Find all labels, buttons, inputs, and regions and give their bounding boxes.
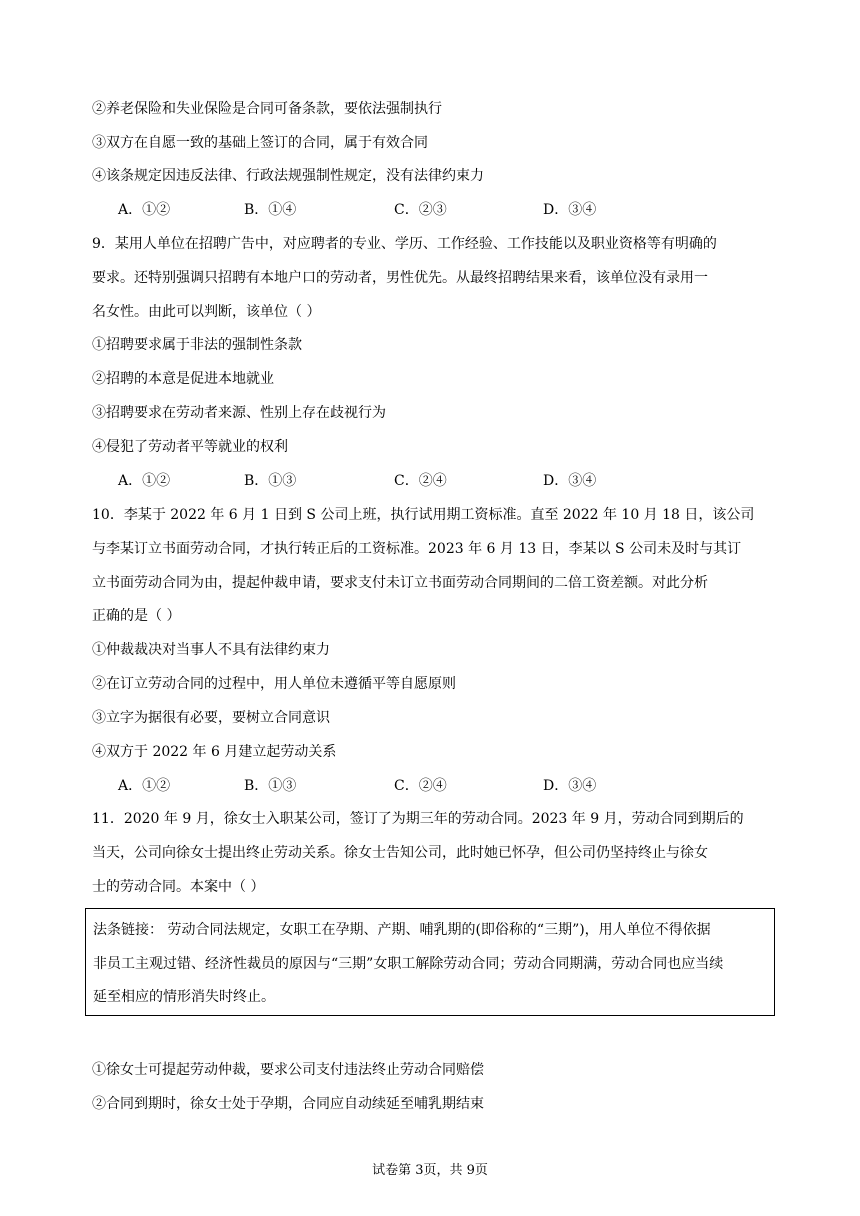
q9-statement-1: ①招聘要求属于非法的强制性条款	[92, 337, 302, 353]
law-excerpt-line-3: 延至相应的情形消失时终止。	[93, 989, 275, 1005]
q10-stem-line-1: 10．李某于 2022 年 6 月 1 日到 S 公司上班，执行试用期工资标准。直至 2022 年 10 月 18 日，该公司	[92, 507, 755, 523]
q10-stem-line-4: 正确的是（ ）	[92, 608, 181, 624]
q10-option-c[interactable]: C．②④	[394, 778, 447, 794]
q10-option-a[interactable]: A．①②	[118, 778, 171, 794]
q11-stem-line-3: 士的劳动合同。本案中（ ）	[92, 879, 265, 895]
q8-option-d[interactable]: D．③④	[543, 202, 597, 218]
q9-statement-3: ③招聘要求在劳动者来源、性别上存在歧视行为	[92, 405, 386, 421]
law-excerpt-box	[85, 908, 775, 1016]
q8-statement-2: ②养老保险和失业保险是合同可备条款，要依法强制执行	[92, 101, 442, 117]
q8-option-a[interactable]: A．①②	[118, 202, 171, 218]
q9-option-a[interactable]: A．①②	[118, 473, 171, 489]
q10-option-d[interactable]: D．③④	[543, 778, 597, 794]
q10-stem-line-3: 立书面劳动合同为由，提起仲裁申请，要求支付未订立书面劳动合同期间的二倍工资差额。对此分析	[92, 575, 708, 591]
law-excerpt-line-1: 法条链接： 劳动合同法规定，女职工在孕期、产期、哺乳期的(即俗称的“三期”)，用人单位不得依据	[93, 922, 711, 938]
q10-options	[0, 776, 860, 796]
q10-statement-1: ①仲裁裁决对当事人不具有法律约束力	[92, 642, 330, 658]
q9-stem-line-2: 要求。还特别强调只招聘有本地户口的劳动者，男性优先。从最终招聘结果来看，该单位没有录用一	[92, 270, 708, 286]
law-excerpt-line-2: 非员工主观过错、经济性裁员的原因与“三期”女职工解除劳动合同；劳动合同期满，劳动合同也应当续	[93, 956, 724, 972]
q8-statement-3: ③双方在自愿一致的基础上签订的合同，属于有效合同	[92, 135, 428, 151]
q9-statement-2: ②招聘的本意是促进本地就业	[92, 371, 274, 387]
q10-statement-4: ④双方于 2022 年 6 月建立起劳动关系	[92, 744, 337, 760]
q8-option-c[interactable]: C．②③	[394, 202, 447, 218]
q10-statement-2: ②在订立劳动合同的过程中，用人单位未遵循平等自愿原则	[92, 676, 456, 692]
q9-options	[0, 471, 860, 491]
page-footer: 试卷第 3页，共 9页	[372, 1163, 488, 1178]
q11-stem-line-2: 当天，公司向徐女士提出终止劳动关系。徐女士告知公司，此时她已怀孕，但公司仍坚持终止与徐女	[92, 845, 708, 861]
q11-statement-2: ②合同到期时，徐女士处于孕期，合同应自动续延至哺乳期结束	[92, 1096, 484, 1112]
q9-statement-4: ④侵犯了劳动者平等就业的权利	[92, 439, 288, 455]
q8-statement-4: ④该条规定因违反法律、行政法规强制性规定，没有法律约束力	[92, 168, 484, 184]
q9-option-b[interactable]: B．①③	[244, 473, 297, 489]
q10-stem-line-2: 与李某订立书面劳动合同，才执行转正后的工资标准。2023 年 6 月 13 日，李某以 S 公司未及时与其订	[92, 541, 742, 557]
q11-stem-line-1: 11．2020 年 9 月，徐女士入职某公司，签订了为期三年的劳动合同。2023 年 9 月，劳动合同到期后的	[92, 811, 744, 827]
q9-option-d[interactable]: D．③④	[543, 473, 597, 489]
q8-options	[0, 200, 860, 220]
q9-option-c[interactable]: C．②④	[394, 473, 447, 489]
q10-statement-3: ③立字为据很有必要，要树立合同意识	[92, 710, 330, 726]
q8-option-b[interactable]: B．①④	[244, 202, 297, 218]
q9-stem-line-3: 名女性。由此可以判断，该单位（ ）	[92, 304, 321, 320]
q10-option-b[interactable]: B．①③	[244, 778, 297, 794]
q11-statement-1: ①徐女士可提起劳动仲裁，要求公司支付违法终止劳动合同赔偿	[92, 1062, 484, 1078]
q9-stem-line-1: 9．某用人单位在招聘广告中，对应聘者的专业、学历、工作经验、工作技能以及职业资格等有明确的	[92, 236, 717, 252]
